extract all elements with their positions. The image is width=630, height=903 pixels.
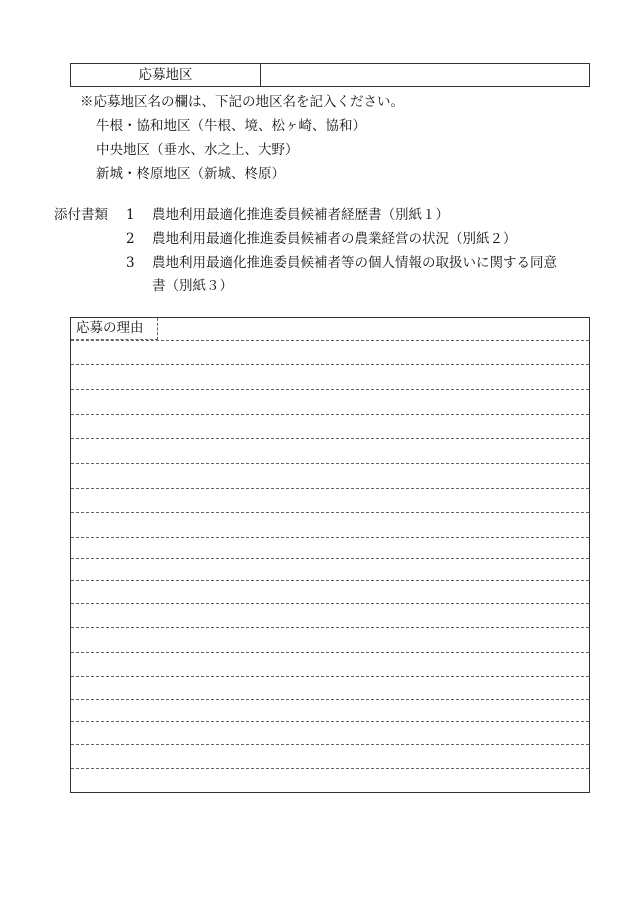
ruled-line xyxy=(71,768,589,769)
attachment-number: 2 xyxy=(126,231,135,247)
ruled-line xyxy=(71,488,589,489)
attachment-item xyxy=(126,253,557,273)
attachment-text: 農地利用最適化推進委員候補者経歴書（別紙１） xyxy=(152,207,449,223)
ruled-line xyxy=(71,558,589,559)
attachment-number: 3 xyxy=(126,255,135,271)
attachment-number: 1 xyxy=(126,207,135,223)
district-item: 牛根・協和地区（牛根、境、松ヶ崎、協和） xyxy=(96,118,366,134)
attachment-item xyxy=(126,229,517,249)
attachment-text-continued: 書（別紙３） xyxy=(152,278,233,294)
attachment-text: 農地利用最適化推進委員候補者等の個人情報の取扱いに関する同意 xyxy=(152,255,557,271)
ruled-line xyxy=(71,744,589,745)
ruled-line xyxy=(71,721,589,722)
ruled-line xyxy=(71,340,589,341)
district-item: 新城・柊原地区（新城、柊原） xyxy=(96,166,285,182)
ruled-line xyxy=(71,438,589,439)
application-area-table xyxy=(70,63,590,87)
ruled-line xyxy=(71,627,589,628)
ruled-line xyxy=(71,603,589,604)
district-item: 中央地区（垂水、水之上、大野） xyxy=(96,142,299,158)
ruled-line xyxy=(71,699,589,700)
ruled-line xyxy=(71,676,589,677)
ruled-line xyxy=(71,537,589,538)
ruled-line xyxy=(71,364,589,365)
reason-box xyxy=(70,317,590,793)
attachment-text: 農地利用最適化推進委員候補者の農業経営の状況（別紙２） xyxy=(152,231,517,247)
ruled-line xyxy=(71,512,589,513)
ruled-line xyxy=(71,389,589,390)
reason-label: 応募の理由 xyxy=(71,318,158,340)
application-area-label: 応募地区 xyxy=(71,64,261,86)
ruled-line xyxy=(71,652,589,653)
ruled-line xyxy=(71,580,589,581)
application-area-field[interactable] xyxy=(261,64,589,86)
district-note: ※応募地区名の欄は、下記の地区名を記入ください。 xyxy=(80,94,404,110)
attachments-label: 添付書類 xyxy=(54,207,108,223)
ruled-line xyxy=(71,414,589,415)
ruled-line xyxy=(71,463,589,464)
attachment-item xyxy=(126,205,449,225)
